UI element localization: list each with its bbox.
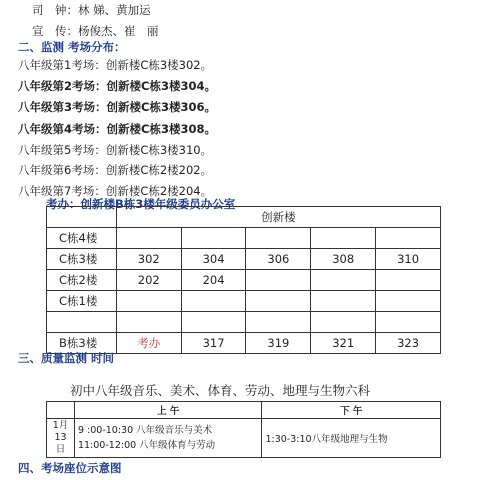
section3-title: 三、质量监测 时间: [18, 351, 115, 365]
room-cell: 202: [116, 270, 181, 291]
am-schedule: [74, 419, 262, 458]
bell-label: 司 钟：: [32, 3, 78, 17]
room-cell: [376, 228, 441, 249]
room-cell: [311, 228, 376, 249]
exam-office-line: 考办：创新楼B栋3楼年级委员办公室: [46, 197, 236, 211]
room-line-1: 八年级第1考场：创新楼C栋3楼302。: [18, 58, 213, 72]
publicity-label: 宣 传：: [32, 24, 78, 38]
room-cell: [246, 228, 311, 249]
bell-staff: [32, 2, 151, 18]
room-cell: 204: [181, 270, 246, 291]
room-cell: [116, 312, 181, 333]
date-header: [47, 402, 75, 419]
room-cell: 304: [181, 249, 246, 270]
pm-schedule: 1:30-3:10八年级地理与生物: [262, 419, 441, 458]
room-cell: [246, 312, 311, 333]
room-cell: 321: [311, 333, 376, 354]
room-cell: [376, 312, 441, 333]
room-line-7: 八年级第7考场：创新楼C栋2楼204。: [18, 184, 213, 198]
floor-table: [46, 206, 441, 354]
room-cell: [311, 291, 376, 312]
room-cell: [311, 270, 376, 291]
floor-label: [47, 312, 117, 333]
room-cell: [246, 291, 311, 312]
room-cell: 308: [311, 249, 376, 270]
room-cell: 317: [181, 333, 246, 354]
room-line-3: 八年级第3考场：创新楼C栋3楼306。: [18, 100, 216, 114]
am-line-1: 9 :00-10:30 八年级音乐与美术: [77, 425, 213, 436]
room-cell: [246, 270, 311, 291]
room-cell: [181, 312, 246, 333]
floor-label: C栋2楼: [47, 270, 117, 291]
room-line-6: 八年级第6考场：创新楼C栋2楼202。: [18, 163, 213, 177]
exam-date: 1月13日: [47, 419, 75, 458]
room-line-4: 八年级第4考场：创新楼C栋3楼308。: [18, 122, 216, 136]
room-cell: 302: [116, 249, 181, 270]
exam-office-cell: 考办: [116, 333, 181, 354]
am-line-2: 11:00-12:00 八年级体育与劳动: [77, 440, 216, 451]
room-cell: [311, 312, 376, 333]
floor-label: B栋3楼: [47, 333, 117, 354]
room-cell: [181, 291, 246, 312]
room-cell: [376, 270, 441, 291]
room-cell: [116, 291, 181, 312]
room-cell: [116, 228, 181, 249]
schedule-table: [46, 401, 441, 458]
bell-names: 林 娣、黄加运: [78, 3, 151, 17]
room-cell: 323: [376, 333, 441, 354]
building-header: 创新楼: [116, 207, 440, 228]
floor-label: C栋3楼: [47, 249, 117, 270]
floor-label: C栋4楼: [47, 228, 117, 249]
publicity-names: 杨俊杰、崔 丽: [78, 24, 159, 38]
room-cell: 306: [246, 249, 311, 270]
am-header: 上 午: [74, 402, 262, 419]
room-line-2: 八年级第2考场：创新楼C栋3楼304。: [18, 79, 216, 93]
room-cell: 319: [246, 333, 311, 354]
room-cell: [376, 291, 441, 312]
room-cell: 310: [376, 249, 441, 270]
section2-title: 二、监测 考场分布：: [18, 40, 126, 54]
room-line-5: 八年级第5考场：创新楼C栋3楼310。: [18, 143, 213, 157]
pm-header: 下 午: [262, 402, 441, 419]
room-cell: [181, 228, 246, 249]
corner-cell: [47, 207, 117, 228]
publicity-staff: [32, 23, 159, 39]
subjects-subtitle: 初中八年级音乐、美术、体育、劳动、地理与生物六科: [70, 383, 371, 398]
floor-label: C栋1楼: [47, 291, 117, 312]
section4-title: 四、考场座位示意图: [18, 461, 122, 475]
